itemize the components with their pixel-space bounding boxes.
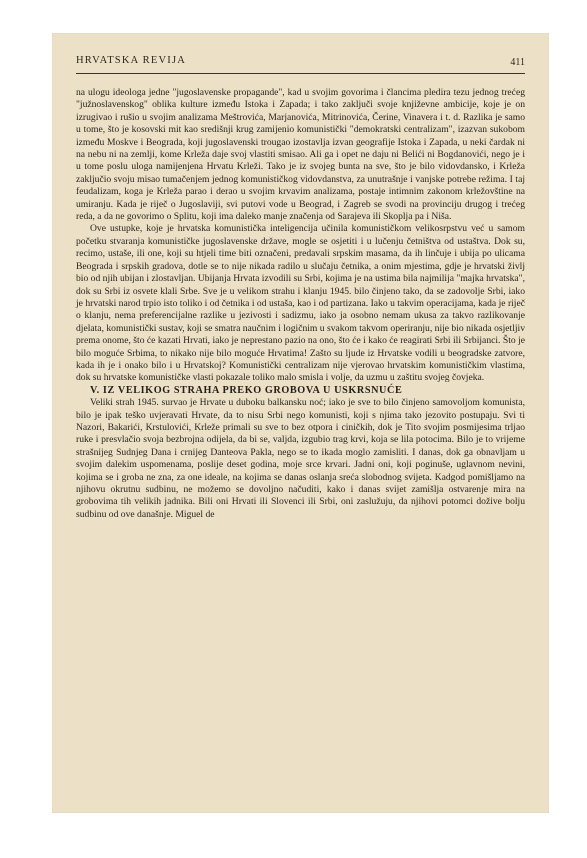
- paragraph: na ulogu ideologa jedne "jugoslavenske propagande", kad u svojim govorima i člancima pledira tezu jednog trećeg "južnoslavenskog" oblika kulture između Istoka i Zapada; i tako zaključi svoje književne ambicije, koje je on izrugivao i rušio u svojim analizama Meštrovića, Marjanovića, Mitrinovića, Čerine, Vinavera i t. d. Razlika je samo u tome, što je kosovski mit kao središnji krug zamijenio komunistički "demokratski centralizam", izazvan sukobom između Moskve i Beograda, koji jugoslavenski trougao izostavlja izvan geografije Istoka i Zapada, u neki čardak ni na nebu ni na zemlji, kome Krleža daje svoj vlastiti smisao. Ali ga i opet ne daju ni Belići ni Bogdanovići, nego je i u tome poslu uloga namijenjena Hrvatu Krleži. Tako je iz svojeg bunta na sve, što je bilo vidovdansko, i Krleža zaključio svoju misao tumačenjem jednog komunističkog vidovdanstva, za unutrašnje i vanjske potrebe režima. I taj feudalizam, koga je Krleža parao i derao u svojim krvavim analizama, postaje intimnim zakonom krležovštine na umiranju. Kada je riječ o Jugoslaviji, svi putovi vode u Beograd, i Zagreb se svodi na provinciju drugog i trećeg reda, a da ne govorimo o Splitu, koji ima daleko manje značenja od Sarajeva ili Skoplja pa i Niša.: [76, 87, 525, 223]
- journal-page: [52, 33, 549, 813]
- running-header: [76, 55, 525, 73]
- page-number: 411: [510, 57, 525, 68]
- section-heading: V. IZ VELIKOG STRAHA PREKO GROBOVA U USKRSNUĆE: [90, 384, 403, 396]
- article-body: [76, 87, 525, 521]
- header-rule: [76, 73, 525, 74]
- journal-title: HRVATSKA REVIJA: [76, 55, 187, 66]
- paragraph: Ove ustupke, koje je hrvatska komunistička inteligencija učinila komunističkom velikosrpstvu već u samom početku stvaranja komunističke jugoslavenske države, mogle se osjetiti i u lučenju četništva od ustaštva. Dok su, recimo, ustaše, ili one, koji su htjeli time biti označeni, predavali srpskim masama, da ih linčuje i ubija po ulicama Beograda i srpskih gradova, dotle se to nije nikada radilo u slučaju četnika, a onim mjestima, gdje je hrvatski življ bio od njih ubijan i zlostavljan. Ubijanja Hrvata izvodili su Srbi, kojima je na ustima bila najmilija "majka hrvatska", dok su Srbi iz osvete klali Srbe. Sve je u velikom strahu i klanju 1945. bilo činjeno tako, da se zadovolje Srbi, iako je hrvatski narod trpio isto toliko i od četnika i od ustaša, kao i od partizana. Iako u takvim operacijama, kada je riječ o klanju, nema preferencijalne razlike u jezivosti i sadizmu, iako ja osobno nemam ukusa za takvo razlikovanje djelata, komunistički sustav, koji se smatra naučnim i logičnim u svakom takvom operiranju, nije bio nikada osjetljiv prema onome, što će kazati Hrvati, iako je neprestano pazio na ono, što će i kako će reagirati Srbi ili Srbijanci. Što je bilo moguće Srbima, to nikako nije bilo moguće Hrvatima! Zašto su ljude iz Hrvatske vodili u beogradske zatvore, kada ih je i onako bilo i u Hrvatskoj? Komunistički centralizam nije vjerovao hrvatskim komunističkim vlastima, dok su hrvatske komunističke vlasti pokazale toliko malo smisla i volje, da uzmu u zaštitu svojeg čovjeka.: [76, 223, 525, 384]
- paragraph: Veliki strah 1945. survao je Hrvate u duboku balkansku noć; iako je sve to bilo činjeno samovoljom komunista, bilo je ipak teško uvjeravati Hrvate, da to nisu Srbi nego komunisti, koji s njima tako jezovito postupaju. Svi ti Nazori, Bakarići, Krstulovići, Krleže primali su sve to bez otpora i ciničkih, dok je Tito svojim posmijesima trljao ruke i presvlačio svoja bezbrojna odijela, da bi se, valjda, izgubio trag krvi, koja se lila potocima. Bilo je to vrijeme strašnijeg Sudnjeg Dana i crnijeg Danteova Pakla, nego se to ikada moglo zamisliti. I danas, dok ga obnavljam u svojim dalekim uspomenama, poslije deset godina, moje srce krvari. Jadni oni, koji poginuše, uglavnom nevini, kojima se i groba ne zna, za one ideale, na kojima se danas oslanja sreća slobodnog svijeta. Kadgod pomišljamo na njihovu okrutnu sudbinu, ne možemo se dovoljno načuditi, kako i danas svijet zamišlja ostvarenje mira na grobovima tih velikih jadnika. Bili oni Hrvati ili Slovenci ili Srbi, oni zaslužuju, da njihovi potomci dožive bolju sudbinu od ove današnje. Miguel de: [76, 397, 525, 520]
